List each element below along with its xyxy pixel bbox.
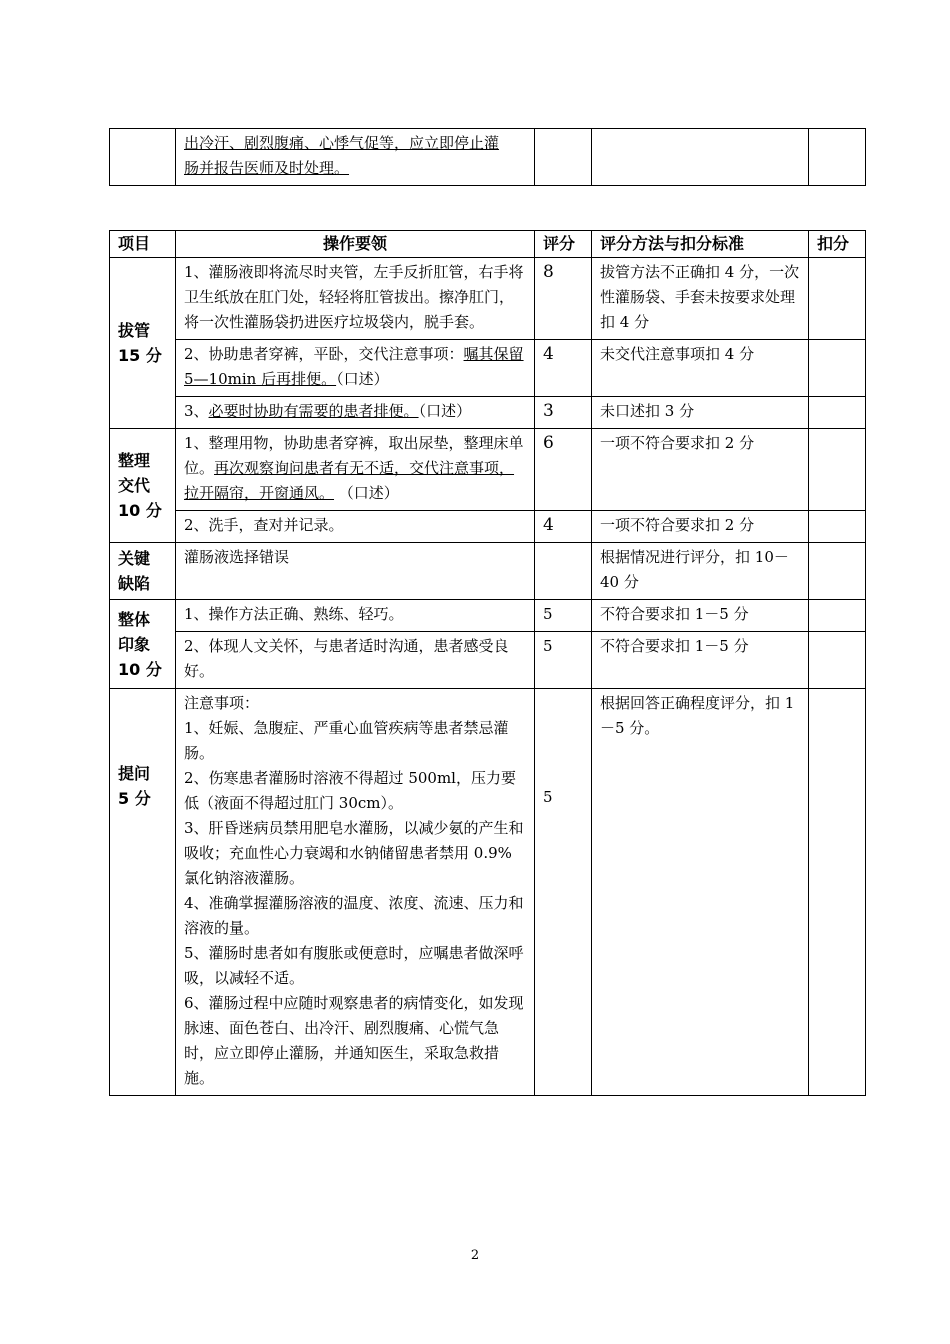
score-value: 5: [535, 689, 592, 1096]
score-value: 8: [535, 258, 592, 340]
scoring-table: [109, 230, 866, 1096]
item-cell: [110, 129, 176, 186]
operation-text: 灌肠液选择错误: [176, 543, 535, 600]
score-value: 5: [535, 600, 592, 632]
operation-text: 1、操作方法正确、熟练、轻巧。: [176, 600, 535, 632]
header-deduction: 扣分: [809, 231, 866, 258]
operation-text: 3、必要时协助有需要的患者排便。（口述）: [176, 397, 535, 429]
operation-text: 2、体现人文关怀，与患者适时沟通，患者感受良好。: [176, 632, 535, 689]
table-row: [110, 258, 866, 340]
header-row: [110, 231, 866, 258]
criteria-text: 一项不符合要求扣 2 分: [592, 511, 809, 543]
header-operation: 操作要领: [176, 231, 535, 258]
deduction-cell: [809, 397, 866, 429]
table-row: [110, 511, 866, 543]
deduction-cell: [809, 543, 866, 600]
deduction-cell: [809, 258, 866, 340]
section-label-zhengti: 整体 印象 10 分: [110, 600, 176, 689]
deduction-cell: [809, 129, 866, 186]
deduction-cell: [809, 511, 866, 543]
deduction-cell: [809, 632, 866, 689]
deduction-cell: [809, 600, 866, 632]
section-label-guanjian: 关键 缺陷: [110, 543, 176, 600]
score-value: 5: [535, 632, 592, 689]
section-label-zhengli: 整理 交代 10 分: [110, 429, 176, 543]
note-line: 6、灌肠过程中应随时观察患者的病情变化，如发现脉速、面色苍白、出冷汗、剧烈腹痛、心慌气急时，应立即停止灌肠，并通知医生，采取急救措施。: [184, 994, 524, 1087]
table-row: [110, 543, 866, 600]
score-cell: [535, 129, 592, 186]
score-value: [535, 543, 592, 600]
continuation-row: [110, 129, 866, 186]
header-item: 项目: [110, 231, 176, 258]
header-criteria: 评分方法与扣分标准: [592, 231, 809, 258]
table-row: [110, 600, 866, 632]
operation-text: 1、灌肠液即将流尽时夹管，左手反折肛管，右手将卫生纸放在肛门处，轻轻将肛管拔出。擦净肛门，将一次性灌肠袋扔进医疗垃圾袋内，脱手套。: [176, 258, 535, 340]
notes-cell: [176, 689, 535, 1096]
deduction-cell: [809, 689, 866, 1096]
deduction-cell: [809, 340, 866, 397]
continuation-table: [109, 128, 866, 186]
operation-text: 1、整理用物，协助患者穿裤，取出尿垫，整理床单位。再次观察询问患者有无不适，交代注意事项，拉开隔帘，开窗通风。 （口述）: [176, 429, 535, 511]
criteria-text: 根据回答正确程度评分，扣 1－5 分。: [592, 689, 809, 1096]
table-row: [110, 397, 866, 429]
criteria-text: 未口述扣 3 分: [592, 397, 809, 429]
note-line: 2、伤寒患者灌肠时溶液不得超过 500ml，压力要低（液面不得超过肛门 30cm）。: [184, 769, 516, 812]
criteria-text: 根据情况进行评分，扣 10－40 分: [592, 543, 809, 600]
score-value: 4: [535, 340, 592, 397]
note-line: 4、准确掌握灌肠溶液的温度、浓度、流速、压力和溶液的量。: [184, 894, 524, 937]
note-line: 3、肝昏迷病员禁用肥皂水灌肠，以减少氨的产生和吸收；充血性心力衰竭和水钠储留患者禁用 0.9%氯化钠溶液灌肠。: [184, 819, 524, 887]
deduction-cell: [809, 429, 866, 511]
criteria-text: 拔管方法不正确扣 4 分，一次性灌肠袋、手套未按要求处理扣 4 分: [592, 258, 809, 340]
page-number: 2: [470, 1248, 480, 1263]
note-line: 1、妊娠、急腹症、严重心血管疾病等患者禁忌灌肠。: [184, 719, 509, 762]
operation-cell: [176, 129, 535, 186]
section-label-bagan: 拔管 15 分: [110, 258, 176, 429]
continuation-text-2: 肠并报告医师及时处理。: [184, 159, 350, 177]
table-row: [110, 340, 866, 397]
criteria-text: 不符合要求扣 1－5 分: [592, 600, 809, 632]
continuation-text-1: 出冷汗、剧烈腹痛、心悸气促等，应立即停止灌: [184, 134, 500, 152]
table-row: [110, 632, 866, 689]
criteria-text: 不符合要求扣 1－5 分: [592, 632, 809, 689]
score-value: 6: [535, 429, 592, 511]
header-score: 评分: [535, 231, 592, 258]
note-line: 5、灌肠时患者如有腹胀或便意时，应嘱患者做深呼吸，以减轻不适。: [184, 944, 524, 987]
criteria-text: 未交代注意事项扣 4 分: [592, 340, 809, 397]
criteria-text: 一项不符合要求扣 2 分: [592, 429, 809, 511]
operation-text: 2、协助患者穿裤，平卧，交代注意事项：嘱其保留 5—10min 后再排便。（口述）: [176, 340, 535, 397]
operation-text: 2、洗手，查对并记录。: [176, 511, 535, 543]
note-line: 注意事项：: [184, 694, 260, 712]
table-row: [110, 689, 866, 1096]
table-row: [110, 429, 866, 511]
score-value: 4: [535, 511, 592, 543]
criteria-cell: [592, 129, 809, 186]
score-value: 3: [535, 397, 592, 429]
section-label-tiwen: 提问 5 分: [110, 689, 176, 1096]
